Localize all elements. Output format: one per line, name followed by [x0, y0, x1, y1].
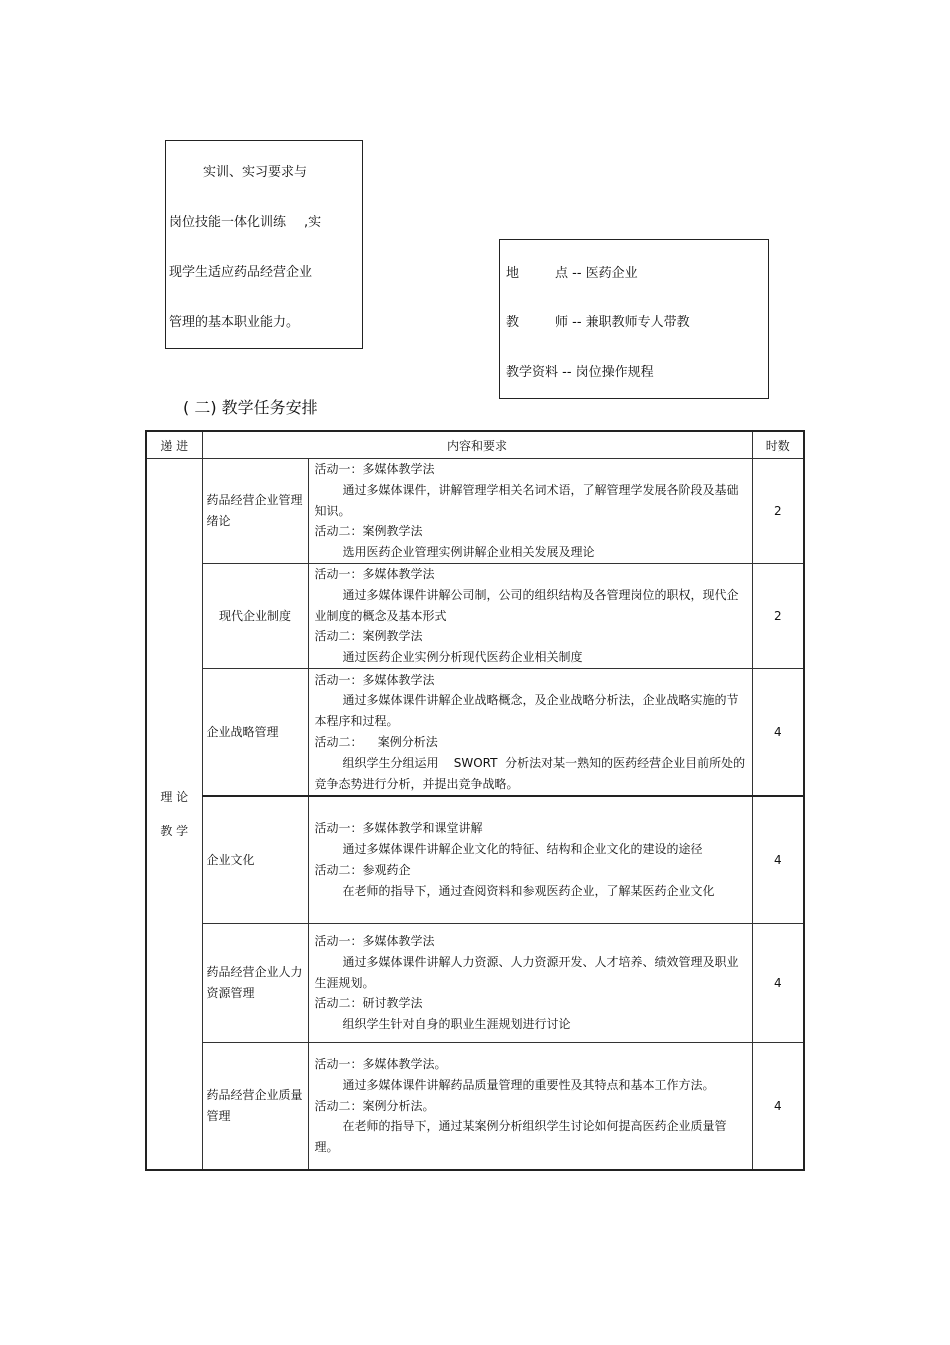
- table-row: [146, 564, 804, 669]
- activity-1: 活动一：多媒体教学法: [314, 567, 435, 581]
- section-heading: ( 二) 教学任务安排: [183, 398, 318, 417]
- location-line: [506, 262, 638, 281]
- activity-1-desc: 通过多媒体课件讲解企业战略概念，及企业战略分析法，企业战略实施的节本程序和过程。: [314, 693, 739, 729]
- table-header-row: [146, 431, 804, 459]
- teaching-task-table: [145, 430, 805, 1171]
- training-line-3: 现学生适应药品经营企业: [169, 265, 313, 280]
- activity-2-desc: 在老师的指导下，通过查阅资料和参观医药企业，了解某医药企业文化: [342, 883, 715, 898]
- location-label-a: 地: [506, 266, 520, 281]
- training-line-2: [169, 211, 321, 230]
- content-cell: [308, 564, 752, 669]
- teacher-label-a: 教: [506, 315, 520, 330]
- activity-2: 活动二：案例教学法: [314, 629, 423, 644]
- hours-cell: 4: [752, 1043, 804, 1171]
- activity-1: 活动一：多媒体教学和课堂讲解: [314, 821, 483, 836]
- material-value: -- 岗位操作规程: [562, 365, 654, 380]
- activity-2-desc: 通过医药企业实例分析现代医药企业相关制度: [342, 650, 583, 665]
- teacher-value: -- 兼职教师专人带教: [572, 315, 690, 330]
- location-label-b: 点: [555, 266, 569, 281]
- activity-2: 活动二：案例教学法: [314, 524, 423, 539]
- activity-1-desc: 通过多媒体课件讲解药品质量管理的重要性及其特点和基本工作方法。: [342, 1077, 715, 1092]
- table-row: [146, 459, 804, 564]
- activity-1-desc: 通过多媒体课件，讲解管理学相关名词术语，了解管理学发展各阶段及基础知识。: [314, 482, 739, 518]
- table-row: [146, 924, 804, 1043]
- teacher-label-b: 师: [555, 315, 569, 330]
- topic-cell: 现代企业制度: [202, 564, 308, 669]
- content-cell: [308, 796, 752, 924]
- hours-cell: 2: [752, 564, 804, 669]
- stage-cell: [146, 459, 202, 1171]
- hours-cell: 2: [752, 459, 804, 564]
- activity-1-desc: 通过多媒体课件讲解企业文化的特征、结构和企业文化的建设的途径: [342, 842, 703, 857]
- activity-2: 活动二： 案例分析法: [314, 735, 438, 749]
- hours-cell: 4: [752, 924, 804, 1043]
- location-value: -- 医药企业: [572, 266, 638, 281]
- activity-2: 活动二：研讨教学法: [314, 996, 423, 1011]
- stage-label-1: 理 论: [160, 790, 189, 804]
- activity-1: 活动一：多媒体教学法: [314, 462, 435, 476]
- teacher-line: [506, 311, 690, 330]
- training-requirements-box: [165, 140, 363, 349]
- table-row: [146, 796, 804, 924]
- header-content: 内容和要求: [202, 431, 752, 459]
- topic-cell: 药品经营企业人力资源管理: [202, 924, 308, 1043]
- content-cell: [308, 459, 752, 564]
- training-line-2b: ,实: [304, 215, 322, 230]
- activity-1: 活动一：多媒体教学法: [314, 672, 435, 687]
- stage-label-2: 教 学: [160, 824, 189, 838]
- training-line-2a: 岗位技能一体化训练: [169, 215, 287, 230]
- material-line: [506, 361, 654, 380]
- material-label: 教学资料: [506, 365, 559, 380]
- topic-cell: 药品经营企业管理绪论: [202, 459, 308, 564]
- activity-1: 活动一：多媒体教学法。: [314, 1057, 447, 1071]
- header-stage: 递 进: [146, 431, 202, 459]
- topic-cell: 企业文化: [202, 796, 308, 924]
- training-line-4: 管理的基本职业能力。: [169, 315, 300, 330]
- content-cell: [308, 669, 752, 797]
- activity-2-desc: 组织学生分组运用 SWORT 分析法对某一熟知的医药经营企业目前所处的竞争态势进行分析，并提出竞争战略。: [314, 755, 746, 791]
- topic-cell: 药品经营企业质量管理: [202, 1043, 308, 1171]
- activity-2: 活动二：案例分析法。: [314, 1098, 435, 1113]
- activity-1: 活动一：多媒体教学法: [314, 934, 435, 948]
- content-cell: [308, 1043, 752, 1171]
- table-row: [146, 669, 804, 797]
- practice-info-box: [499, 239, 769, 399]
- activity-2-desc: 组织学生针对自身的职业生涯规划进行讨论: [342, 1017, 571, 1032]
- hours-cell: 4: [752, 669, 804, 797]
- header-hours: 时数: [752, 431, 804, 459]
- activity-1-desc: 通过多媒体课件讲解公司制，公司的组织结构及各管理岗位的职权，现代企业制度的概念及基本形式: [314, 587, 739, 623]
- activity-1-desc: 通过多媒体课件讲解人力资源、人力资源开发、人才培养、绩效管理及职业生涯规划。: [314, 954, 739, 990]
- content-cell: [308, 924, 752, 1043]
- hours-cell: 4: [752, 796, 804, 924]
- table-row: [146, 1043, 804, 1171]
- activity-2-desc: 选用医药企业管理实例讲解企业相关发展及理论: [342, 545, 595, 560]
- activity-2: 活动二：参观药企: [314, 863, 411, 877]
- topic-cell: 企业战略管理: [202, 669, 308, 797]
- activity-2-desc: 在老师的指导下，通过某案例分析组织学生讨论如何提高医药企业质量管理。: [314, 1119, 727, 1155]
- training-line-1: 实训、实习要求与: [203, 165, 308, 180]
